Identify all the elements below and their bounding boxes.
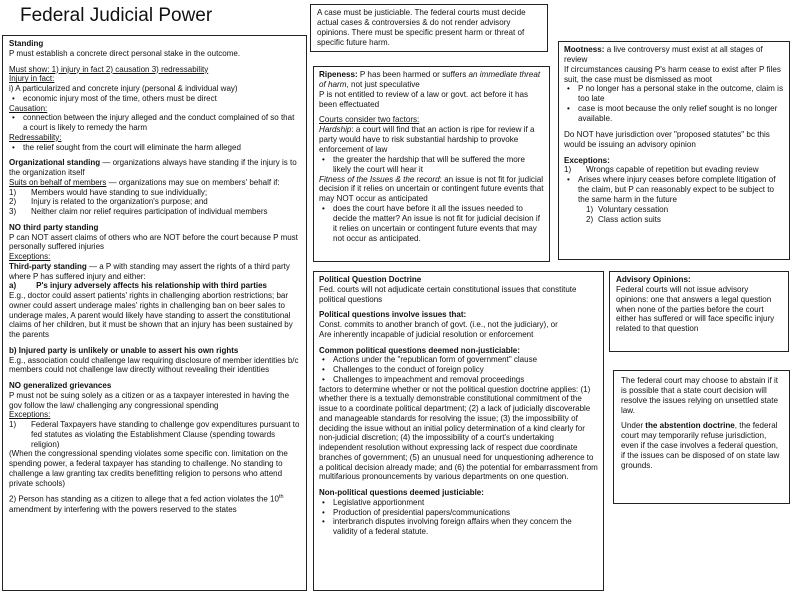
tp-standing <box>9 262 300 282</box>
org-head: Organizational standing <box>9 158 101 168</box>
mootness-exc-bullet: • Arises where injury ceases before complete litigation of the claim, but P can reasonably expect to be subject to the same harm in the future <box>564 175 784 205</box>
org-standing <box>9 158 300 178</box>
political-intro: Fed. courts will not adjudicate certain constitutional issues that constitute political questions <box>319 284 577 304</box>
consider-head: Courts consider two factors: <box>319 115 420 125</box>
causation-head: Causation: <box>9 103 48 113</box>
non-political-item: • Legislative apportionment <box>319 498 598 508</box>
factors-text: factors to determine whether or not the political question doctrine applies: (1) whether there is a textually demonstrable constitutional commitment of the issue to a coordinate political department; (2) a lack of judicially discoverable and manageable standards for resolving the issue; (3) the impossibility of deciding the issue without an initial policy determination of a kind clearly for non-judicial discretion; (4) the impossibility of a court's undertaking independent resolution without expressing lack of respect due coordinate branches of government; (5) an unusual need for unquestioning adherence to a political decision already made; and (6) the potential for embarrassment from multifarious pronouncements by various departments on one question. <box>319 384 598 482</box>
involve-heading: Political questions involve issues that: <box>319 310 467 320</box>
redress-head: Redressability: <box>9 132 62 142</box>
mootness-exc-item: 1) Voluntary cessation <box>586 204 669 214</box>
standing-heading: Standing <box>9 39 44 48</box>
fitness: Fitness of the Issues & the record: an issue is not fit for judicial decision if it relies on uncertain or contingent future events that may NOT occur as anticipated <box>319 174 544 204</box>
injury-bullet: • economic injury most of the time, others must be direct <box>9 94 300 104</box>
justiciability-box <box>310 4 548 52</box>
injury-line: i) A particularized and concrete injury (personal & individual way) <box>9 84 238 93</box>
a-heading: a) P's injury adversely affects his relationship with third parties <box>9 281 267 291</box>
abstention-text2: Under the abstention doctrine, the federal court may temporarily refuse jurisdiction, even if the case involves a federal question, if the issues can be disposed of on state law grounds. <box>621 421 780 470</box>
advisory-opinions-box <box>609 271 789 352</box>
suits-item: 1) Members would have standing to sue individually; <box>9 187 208 197</box>
mootness-exc-item: 1) Wrongs capable of repetition but evading review <box>564 165 759 175</box>
exceptions-label: Exceptions: <box>9 252 51 261</box>
political-question-box <box>313 271 604 591</box>
mootness-line2: If circumstances causing P's harm cease to exist after P files suit, the case must be dismissed as moot <box>564 64 781 84</box>
justiciability-text: A case must be justiciable. The federal courts must decide actual cases & controversies & do not render advisory opinions. There must be specific present harm or threat of specific future harm. <box>317 8 526 47</box>
suits-item: 2) Injury is related to the organization's purpose; and <box>9 197 208 207</box>
ripeness-intro: Ripeness: P has been harmed or suffers an immediate threat of harm, not just speculative <box>319 70 541 89</box>
political-heading: Political Question Doctrine <box>319 275 422 284</box>
suits-line <box>9 178 300 188</box>
third-party-text: P can NOT assert claims of others who are NOT before the court because P must personally suffered injuries <box>9 232 298 252</box>
tp-head: Third-party standing <box>9 261 87 271</box>
page-title: Federal Judicial Power <box>20 5 213 26</box>
suits-text: — organizations may sue on members' behalf if: <box>106 177 280 187</box>
common-item: • Challenges to the conduct of foreign policy <box>319 365 598 375</box>
involve-line: Are inherently incapable of judicial resolution or enforcement <box>319 329 534 339</box>
must-show: Must show: 1) injury in fact 2) causation 3) redressability <box>9 64 209 74</box>
causation-bullet: • connection between the injury alleged and the conduct complained of so that a court is likely to remedy the harm <box>9 113 300 133</box>
generalized-item: 1) Federal Taxpayers have standing to challenge gov expenditures pursuant to fed statutes as violating the Establishment Clause (spending towards religion) <box>9 420 300 449</box>
non-political-item: • Production of presidential papers/communications <box>319 508 598 518</box>
non-political-heading: Non-political questions deemed justiciable: <box>319 488 484 497</box>
standing-box <box>2 35 307 591</box>
advisory-text: Federal courts will not issue advisory opinions: one that answers a legal question when none of the parties before the court either has suffered or will face specific injury related to that question <box>616 284 775 334</box>
fitness-bullet: • does the court have before it all the issues needed to decide the matter? An issue is not fit for judicial decision if it relies on uncertain or contingent future events that may not occur as anticipated. <box>319 204 544 243</box>
mootness-advisory: Do NOT have jurisdiction over "proposed statutes" bc this would be issuing an advisory opinion <box>564 129 770 149</box>
abstention-text1: The federal court may choose to abstain if it is possible that a state court decision will resolve the issues relying on unsettled state law. <box>621 376 779 415</box>
common-item: • Challenges to impeachment and removal proceedings <box>319 375 598 385</box>
suits-item: 3) Neither claim nor relief requires participation of individual members <box>9 207 268 216</box>
b-heading: b) Injured party is unlikely or unable to assert his own rights <box>9 345 239 355</box>
common-item: • Actions under the "republican form of government" clause <box>319 355 598 365</box>
advisory-heading: Advisory Opinions: <box>616 275 691 284</box>
generalized-text: P must not be suing solely as a citizen or as a taxpayer interested in having the gov follow the law/ challenging any congressional spending <box>9 390 290 410</box>
suits-head: Suits on behalf of members <box>9 177 107 187</box>
org-text: — organizations always have standing if the injury is to the organization itself <box>9 158 297 177</box>
mootness-exc-item: 2) Class action suits <box>586 214 661 224</box>
hardship: Hardship: a court will find that an action is ripe for review if a party would have to risk substantial hardship to provoke enforcement of law <box>319 125 535 155</box>
generalized-2: 2) Person has standing as a citizen to allege that a fed action violates the 10th amendment by interfering with the powers reserved to the states <box>9 494 284 514</box>
non-political-item: • interbranch disputes involving foreign affairs when they concern the validity of a federal statute. <box>319 517 598 537</box>
third-party-heading: NO third party standing <box>9 222 99 232</box>
involve-line: Const. commits to another branch of govt. (i.e., not the judiciary), or <box>319 320 558 329</box>
tp-text: — a P with standing may assert the rights of a third party where P has suffered injury and either: <box>9 261 290 281</box>
hardship-bullet: • the greater the hardship that will be suffered the more likely the court will hear it <box>319 155 544 175</box>
generalized-paren: (When the congressional spending violates some specific con. limitation on the spending power, a federal taxpayer has standing to challenge. No standing to challenge a law granting tax credits benefitting religion to persons who attend private schools) <box>9 449 288 488</box>
mootness-exceptions: Exceptions: <box>564 155 610 165</box>
injury-head: Injury in fact: <box>9 74 55 84</box>
common-heading: Common political questions deemed non-justiciable: <box>319 345 520 355</box>
standing-intro: P must establish a concrete direct personal stake in the outcome. <box>9 48 241 58</box>
a-text: E.g., doctor could assert patients' rights in challenging abortion restrictions; bar owner could assert underage males' rights in challenging ban on beer sales to underage males, A parent would likely have standing to assert the constitutional claims of her children, but it must be shown that an injury has been sustained by the parents <box>9 291 293 339</box>
mootness-bullet: • case is moot because the only relief sought is no longer available. <box>564 104 784 124</box>
mootness-intro: Mootness: a live controversy must exist at all stages of review <box>564 45 763 64</box>
ripeness-box <box>313 66 550 262</box>
generalized-heading: NO generalized grievances <box>9 381 112 390</box>
b-text: E.g., association could challenge law requiring disclosure of member identities b/c members could not challenge law directly without revealing their identities <box>9 355 299 375</box>
ripeness-line2: P is not entitled to review of a law or govt. act before it has been effectuated <box>319 89 529 109</box>
generalized-exceptions: Exceptions: <box>9 410 51 420</box>
mootness-bullet: • P no longer has a personal stake in the outcome, claim is too late <box>564 84 784 104</box>
mootness-box <box>558 41 790 260</box>
redress-bullet: • the relief sought from the court will eliminate the harm alleged <box>9 143 300 153</box>
abstention-box <box>613 370 790 504</box>
